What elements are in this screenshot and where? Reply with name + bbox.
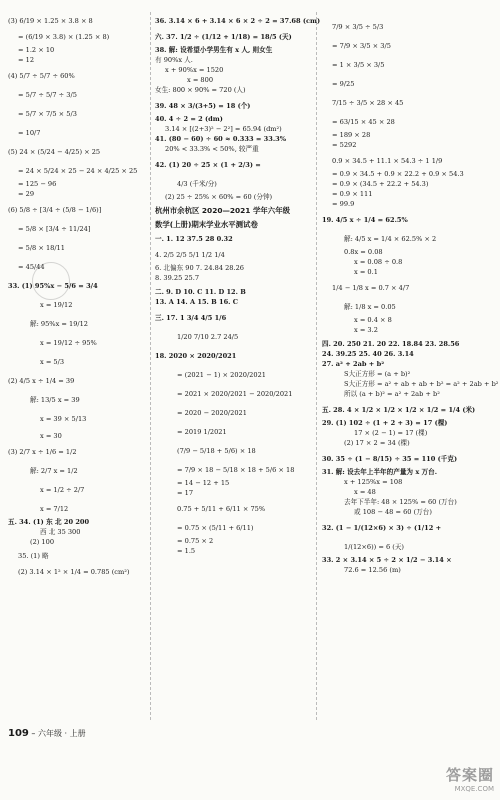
book-grade-label: 六年级 · 上册 (37, 729, 86, 738)
page-dash: – (31, 729, 36, 738)
answer-line: = 9/25 (332, 80, 355, 88)
answer-line: 35. (1) 略 (18, 552, 49, 560)
answer-line: = 125 − 96 (18, 180, 57, 188)
answer-line: = 17 (177, 489, 194, 497)
answer-line: 二. 9. D 10. C 11. D 12. B (155, 288, 246, 296)
answer-line: S大正方形 = a² + ab + ab + b² = a² + 2ab + b² (344, 380, 499, 388)
watermark-logo-text: 答案圈 (445, 766, 494, 784)
watermark-url: MXQE.COM (454, 785, 494, 793)
answer-line: 4. 2/5 2/5 5/1 1/2 1/4 (155, 251, 225, 259)
answer-line: (3) 6/19 × 1.25 × 3.8 × 8 (8, 17, 93, 25)
answer-line: 数学(上册)期末学业水平测试卷 (155, 220, 258, 229)
answer-line: (3) 2/7 x ÷ 1/6 = 1/2 (8, 448, 77, 456)
answer-line: = 45/44 (18, 263, 45, 271)
answer-line: 三. 17. 1 3/4 4/5 1/6 (155, 314, 227, 322)
answer-line: 29. (1) 102 ÷ (1 + 2 + 3) = 17 (棵) (322, 419, 448, 427)
answer-line: 五. 34. (1) 东 北 20 200 (8, 518, 90, 526)
answer-line: 女生: 800 × 90% = 720 (人) (155, 86, 246, 94)
answer-line: = 1.5 (177, 547, 196, 555)
answer-line: 33. (1) 95%x − 5/6 = 3/4 (8, 282, 98, 290)
answer-line: x = 48 (354, 488, 376, 496)
column-divider-right (316, 12, 317, 720)
answer-line: 0.9 × 34.5 + 11.1 × 54.3 ÷ 1 1/9 (332, 157, 443, 165)
answer-line: = 14 − 12 + 15 (177, 479, 230, 487)
answer-line: 7/15 ÷ 3/5 × 28 × 45 (332, 99, 404, 107)
answer-line: = 2019 1/2021 (177, 428, 227, 436)
answer-line: 或 108 − 48 = 60 (万台) (354, 508, 432, 516)
answer-line: (5) 24 × (5/24 − 4/25) × 25 (8, 148, 101, 156)
answer-line: 一. 1. 12 37.5 28 0.32 (155, 235, 233, 243)
answer-line: = 24 × 5/24 × 25 − 24 × 4/25 × 25 (18, 167, 138, 175)
answer-line: 六. 37. 1/2 ÷ (1/12 + 1/18) = 18/5 (天) (155, 33, 292, 41)
answer-line: 1/(12×6)) = 6 (天) (344, 543, 404, 551)
answer-line: 8. 39.25 25.7 (155, 274, 200, 282)
answer-line: (2) 100 (30, 538, 55, 546)
answer-line: 1/20 7/10 2.7 24/5 (177, 333, 239, 341)
answer-line: = 2020 − 2020/2021 (177, 409, 247, 417)
answer-line: x = 0.4 × 8 (354, 316, 392, 324)
answer-column-right (322, 18, 499, 577)
answer-line: 33. 2 × 3.14 × 5 ÷ 2 × 1/2 − 3.14 × (322, 556, 452, 564)
answer-line: = 1 × 3/5 × 3/5 (332, 61, 385, 69)
answer-line: = 0.75 × 2 (177, 537, 214, 545)
answer-line: 4/3 (千米/分) (177, 180, 217, 188)
answer-line: (2) 17 × 2 = 34 (棵) (344, 439, 410, 447)
answer-line: (2) 25 ÷ 25% × 60% = 60 (分钟) (165, 193, 273, 201)
answer-line: 3.14 × [(2+3)² − 2²] = 65.94 (dm²) (165, 125, 282, 133)
answer-line: (7/9 − 5/18 + 5/6) × 18 (177, 447, 256, 455)
answer-line: 17 × (2 − 1) = 17 (棵) (354, 429, 428, 437)
answer-line: = 5292 (332, 141, 357, 149)
answer-line: x + 125%x = 108 (344, 478, 403, 486)
answer-line: 解: 95%x = 19/12 (30, 320, 89, 328)
answer-line: 杭州市余杭区 2020—2021 学年六年级 (155, 206, 290, 215)
answer-line: (4) 5/7 ÷ 5/7 ÷ 60% (8, 72, 75, 80)
page-number: 109 (8, 728, 29, 739)
answer-line: 40. 4 ÷ 2 = 2 (dm) (155, 115, 223, 123)
answer-line: = 63/15 × 45 × 28 (332, 118, 395, 126)
answer-line: (6) 5/8 ÷ [3/4 ÷ (5/8 − 1/6)] (8, 206, 102, 214)
answer-line: 36. 3.14 × 6 + 3.14 × 6 × 2 ÷ 2 = 37.68 (cm) (155, 17, 321, 25)
answer-line: = 5/8 × 18/11 (18, 244, 65, 252)
answer-line: = (2021 − 1) × 2020/2021 (177, 371, 266, 379)
answer-line: 31. 解: 设去年上半年的产量为 x 万台. (322, 468, 438, 476)
answer-line: 解: 1/8 x = 0.05 (344, 303, 396, 311)
answer-line: 30. 35 ÷ (1 − 8/15) ÷ 35 = 110 (千克) (322, 455, 458, 463)
answer-line: 27. a² + 2ab + b² (322, 360, 385, 368)
answer-line: = 12 (18, 56, 35, 64)
answer-line: x = 0.08 ÷ 0.8 (354, 258, 403, 266)
answer-line: 西 北 35 300 (40, 528, 81, 536)
answer-line: x = 3.2 (354, 326, 378, 334)
answer-line: x + 90%x = 1520 (165, 66, 224, 74)
answer-line: 解: 13/5 x = 39 (30, 396, 80, 404)
answer-line: 解: 4/5 x = 1/4 × 62.5% × 2 (344, 235, 437, 243)
answer-line: x = 5/3 (40, 358, 65, 366)
answer-line: 0.75 + 5/11 + 6/11 × 75% (177, 505, 266, 513)
answer-line: 13. A 14. A 15. B 16. C (155, 298, 239, 306)
answer-line: 四. 20. 250 21. 20 22. 18.84 23. 28.56 (322, 340, 460, 348)
answer-line: 72.6 = 12.56 (m) (344, 566, 401, 574)
answer-column-middle (155, 17, 321, 558)
answer-line: 五. 28. 4 × 1/2 × 1/2 × 1/2 × 1/2 = 1/4 (米) (322, 406, 476, 414)
answer-line: 39. 48 × 3/(3+5) = 18 (个) (155, 102, 251, 110)
answer-line: = 0.9 × 34.5 + 0.9 × 22.2 + 0.9 × 54.3 (332, 170, 464, 178)
answer-line: = 189 × 28 (332, 131, 371, 139)
answer-line: = 5/7 × 7/5 × 5/3 (18, 110, 77, 118)
answer-line: 24. 39.25 25. 40 26. 3.14 (322, 350, 414, 358)
answer-line: x = 19/12 ÷ 95% (40, 339, 97, 347)
answer-line: 38. 解: 设希望小学男生有 x 人, 则女生 (155, 46, 273, 54)
answer-line: (2) 3.14 × 1² × 1/4 = 0.785 (cm²) (18, 568, 130, 576)
answer-line: x = 800 (187, 76, 214, 84)
answer-line: 0.8x = 0.08 (344, 248, 383, 256)
answer-line: x = 0.1 (354, 268, 378, 276)
answer-line: 6. 北偏东 90 7. 24.84 28.26 (155, 264, 244, 272)
answer-line: x = 39 × 5/13 (40, 415, 87, 423)
answer-line: 有 90%x 人. (155, 56, 193, 64)
answer-line: = 2021 × 2020/2021 − 2020/2021 (177, 390, 293, 398)
answer-line: = 0.75 × (5/11 + 6/11) (177, 524, 254, 532)
answer-line: S大正方形 = (a + b)² (344, 370, 411, 378)
answer-line: 41. (80 − 60) ÷ 60 ≈ 0.333 = 33.3% (155, 135, 286, 143)
answer-line: = 0.9 × 111 (332, 190, 373, 198)
answer-line: 32. (1 − 1/(12×6) × 3) ÷ (1/12 + (322, 524, 442, 532)
answer-line: = 0.9 × (34.5 + 22.2 + 54.3) (332, 180, 429, 188)
answer-column-left (8, 18, 148, 582)
answer-line: 19. 4/5 x ÷ 1/4 = 62.5% (322, 216, 408, 224)
answer-line: = 29 (18, 190, 35, 198)
column-divider-left (150, 12, 151, 720)
answer-line: = 1.2 × 10 (18, 46, 55, 54)
answer-line: 解: 2/7 x = 1/2 (30, 467, 78, 475)
answer-line: x = 1/2 ÷ 2/7 (40, 486, 85, 494)
answer-line: 20% < 33.3% < 50%, 较严重 (165, 145, 259, 153)
answer-line: = 10/7 (18, 129, 41, 137)
answer-line: = 5/8 × [3/4 ÷ 11/24] (18, 225, 91, 233)
answer-line: (2) 4/5 x ÷ 1/4 = 39 (8, 377, 75, 385)
answer-line: = 7/9 × 3/5 × 3/5 (332, 42, 391, 50)
answer-line: 去年下半年: 48 × 125% = 60 (万台) (344, 498, 457, 506)
answer-line: = 99.9 (332, 200, 355, 208)
answer-line: x = 7/12 (40, 505, 69, 513)
answer-line: = 5/7 ÷ 5/7 ÷ 3/5 (18, 91, 77, 99)
answer-line: x = 30 (40, 432, 62, 440)
answer-line: 42. (1) 20 ÷ 25 × (1 + 2/3) = (155, 161, 261, 169)
answer-line: 18. 2020 × 2020/2021 (155, 352, 237, 360)
answer-line: x = 19/12 (40, 301, 73, 309)
answer-line: 7/9 × 3/5 ÷ 5/3 (332, 23, 384, 31)
site-watermark (402, 764, 494, 794)
answer-line: 所以 (a + b)² = a² + 2ab + b² (344, 390, 440, 398)
answer-line: = 7/9 × 18 − 5/18 × 18 + 5/6 × 18 (177, 466, 295, 474)
page-footer (8, 728, 86, 739)
answer-line: = (6/19 × 3.8) × (1.25 × 8) (18, 33, 110, 41)
answer-line: 1/4 − 1/8 x = 0.7 × 4/7 (332, 284, 410, 292)
